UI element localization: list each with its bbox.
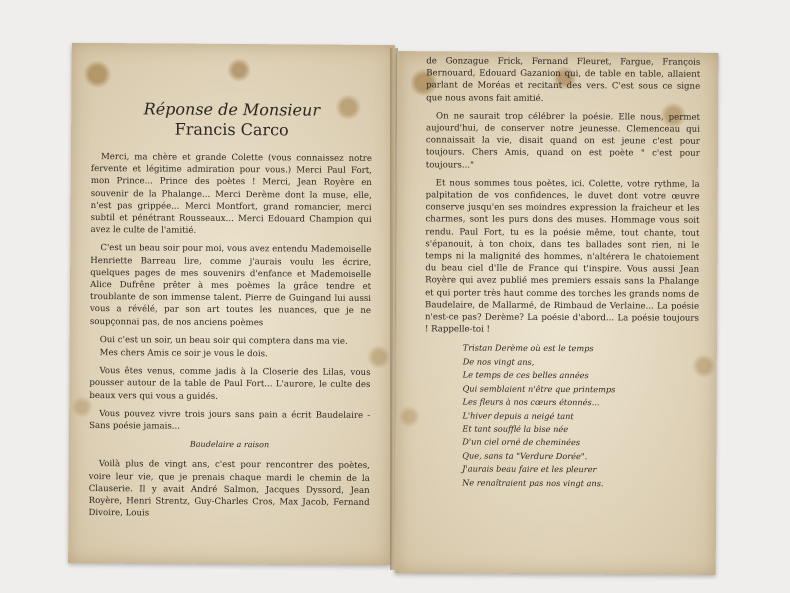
poem-line: Les fleurs à nos cœurs étonnés...	[462, 396, 600, 408]
paragraph: de Gonzague Frick, Fernand Fleuret, Fargue, François Bernouard, Edouard Gazanion qui, de table en table, allaient parlant de Moréas et recitant des vers. C'est sous ce signe que nous avons fait amitié.	[426, 56, 701, 104]
poem-line: De nos vingt ans,	[462, 356, 535, 367]
poem-line: Le temps de ces belles années	[462, 369, 589, 381]
poem-line: D'un ciel orné de cheminées	[462, 436, 581, 448]
paragraph: C'est un beau soir pour moi, vous avez entendu Mademoiselle Henriette Barreau lire, comme j'aurais voulu les écrire, quelques pages de mes souvenirs d'enfance et Mademoiselle Alice Dufrêne prêter à mes poèmes la grâce tendre et troublante de son immense talent. Pierre de Guingand lui aussi vous a révélé, par son art toutes les nuances, que je ne soupçonnai pas, de nos anciens poèmes	[89, 243, 372, 328]
poem-line: Qui semblaient n'être que printemps	[462, 383, 616, 394]
left-page	[68, 43, 395, 565]
poem-line: Que, sans ta "Verdure Dorée".	[462, 450, 588, 461]
poem	[462, 342, 699, 491]
left-page-text	[88, 99, 372, 527]
poem-line: Ne renaîtraient pas nos vingt ans.	[462, 477, 604, 488]
poem-line: L'hiver depuis a neigé tant	[462, 410, 574, 421]
paragraph: Vous êtes venus, comme jadis à la Closerie des Lilas, vous pousser autour de la table de Paul Fort... L'aurore, le culte des beaux vers qui vous a guidés.	[89, 366, 371, 402]
paragraph: Oui c'est un soir, un beau soir qui comptera dans ma vie.	[99, 334, 348, 347]
poem-line: J'aurais beau faire et les pleurer	[462, 463, 597, 475]
paragraph: Merci, ma chère et grande Colette (vous connaissez notre fervente et légitime admiration pour vous.) Merci Paul Fort, mon Prince... Prince des poètes ! Merci, Jean Royère en souvenir de la Phalange... Merci Derème dont la muse, elle, n'est pas grippée... Merci Montfort, grand romancier, merci subtil et pénétrant Rousseaux... Merci Edouard Champion qui avez le culte de l'amitié.	[90, 152, 373, 236]
open-booklet	[62, 44, 730, 576]
paragraph: Mes chers Amis ce soir je vous le dois.	[99, 348, 268, 360]
title-line-1: Réponse de Monsieur	[143, 99, 321, 120]
right-page-text	[424, 55, 700, 490]
paragraph: Voilà plus de vingt ans, c'est pour rencontrer des poètes, voire leur vie, que je prenais chaque mardi le chemin de la Clauserie. Il y avait André Salmon, Jacques Dyssord, Jean Royère, Henri Strentz, Guy-Charles Cros, Max Jacob, Fernand Divoire, Louis	[88, 459, 370, 519]
citation: Baudelaire a raison	[189, 439, 270, 450]
title-line-2: Francis Carco	[174, 119, 289, 140]
poem-line: Tristan Derème où est le temps	[462, 342, 594, 354]
paragraph: On ne saurait trop célébrer la poésie. Elle nous, permet aujourd'hui, de conserver notre jeunesse. Clemenceau qui connaissait la vie, disait quand on est jeune c'est pour toujours. Chers Amis, quand on est poète " c'est pour toujours..."	[425, 111, 701, 171]
paragraph: Vous pouvez vivre trois jours sans pain a écrit Baudelaire - Sans poésie jamais...	[89, 408, 371, 432]
poem-line: Et tant soufflé la bise née	[462, 423, 569, 434]
right-page	[395, 51, 719, 575]
paragraph: Et nous sommes tous poètes, ici. Colette, votre rythme, la palpitation de vos confidences, le duvet dont votre œuvre conserve jusqu'en ses moindres expression la fraicheur et les charmes, sont les purs dons des muses. Hommage vous soit rendu. Paul Fort, tu es la poésie même, tout chante, tout s'épanouit, à ton choix, dans tes ballades sont rien, ni le temps ni la malignité des hommes, n'altérera le chatoiement du beau ciel d'Ile de France qui t'inspire. Vous aussi Jean Royère qui avez publié mes premiers essais sans la Phalange et qui porter très haut comme des torches les grands noms de Baudelaire, de Mallarmé, de Rimbaud de Verlaine... La poésie n'est-ce pas? Derème? La poésie d'abord... La poésie toujours ! Rappelle-toi !	[424, 178, 700, 335]
